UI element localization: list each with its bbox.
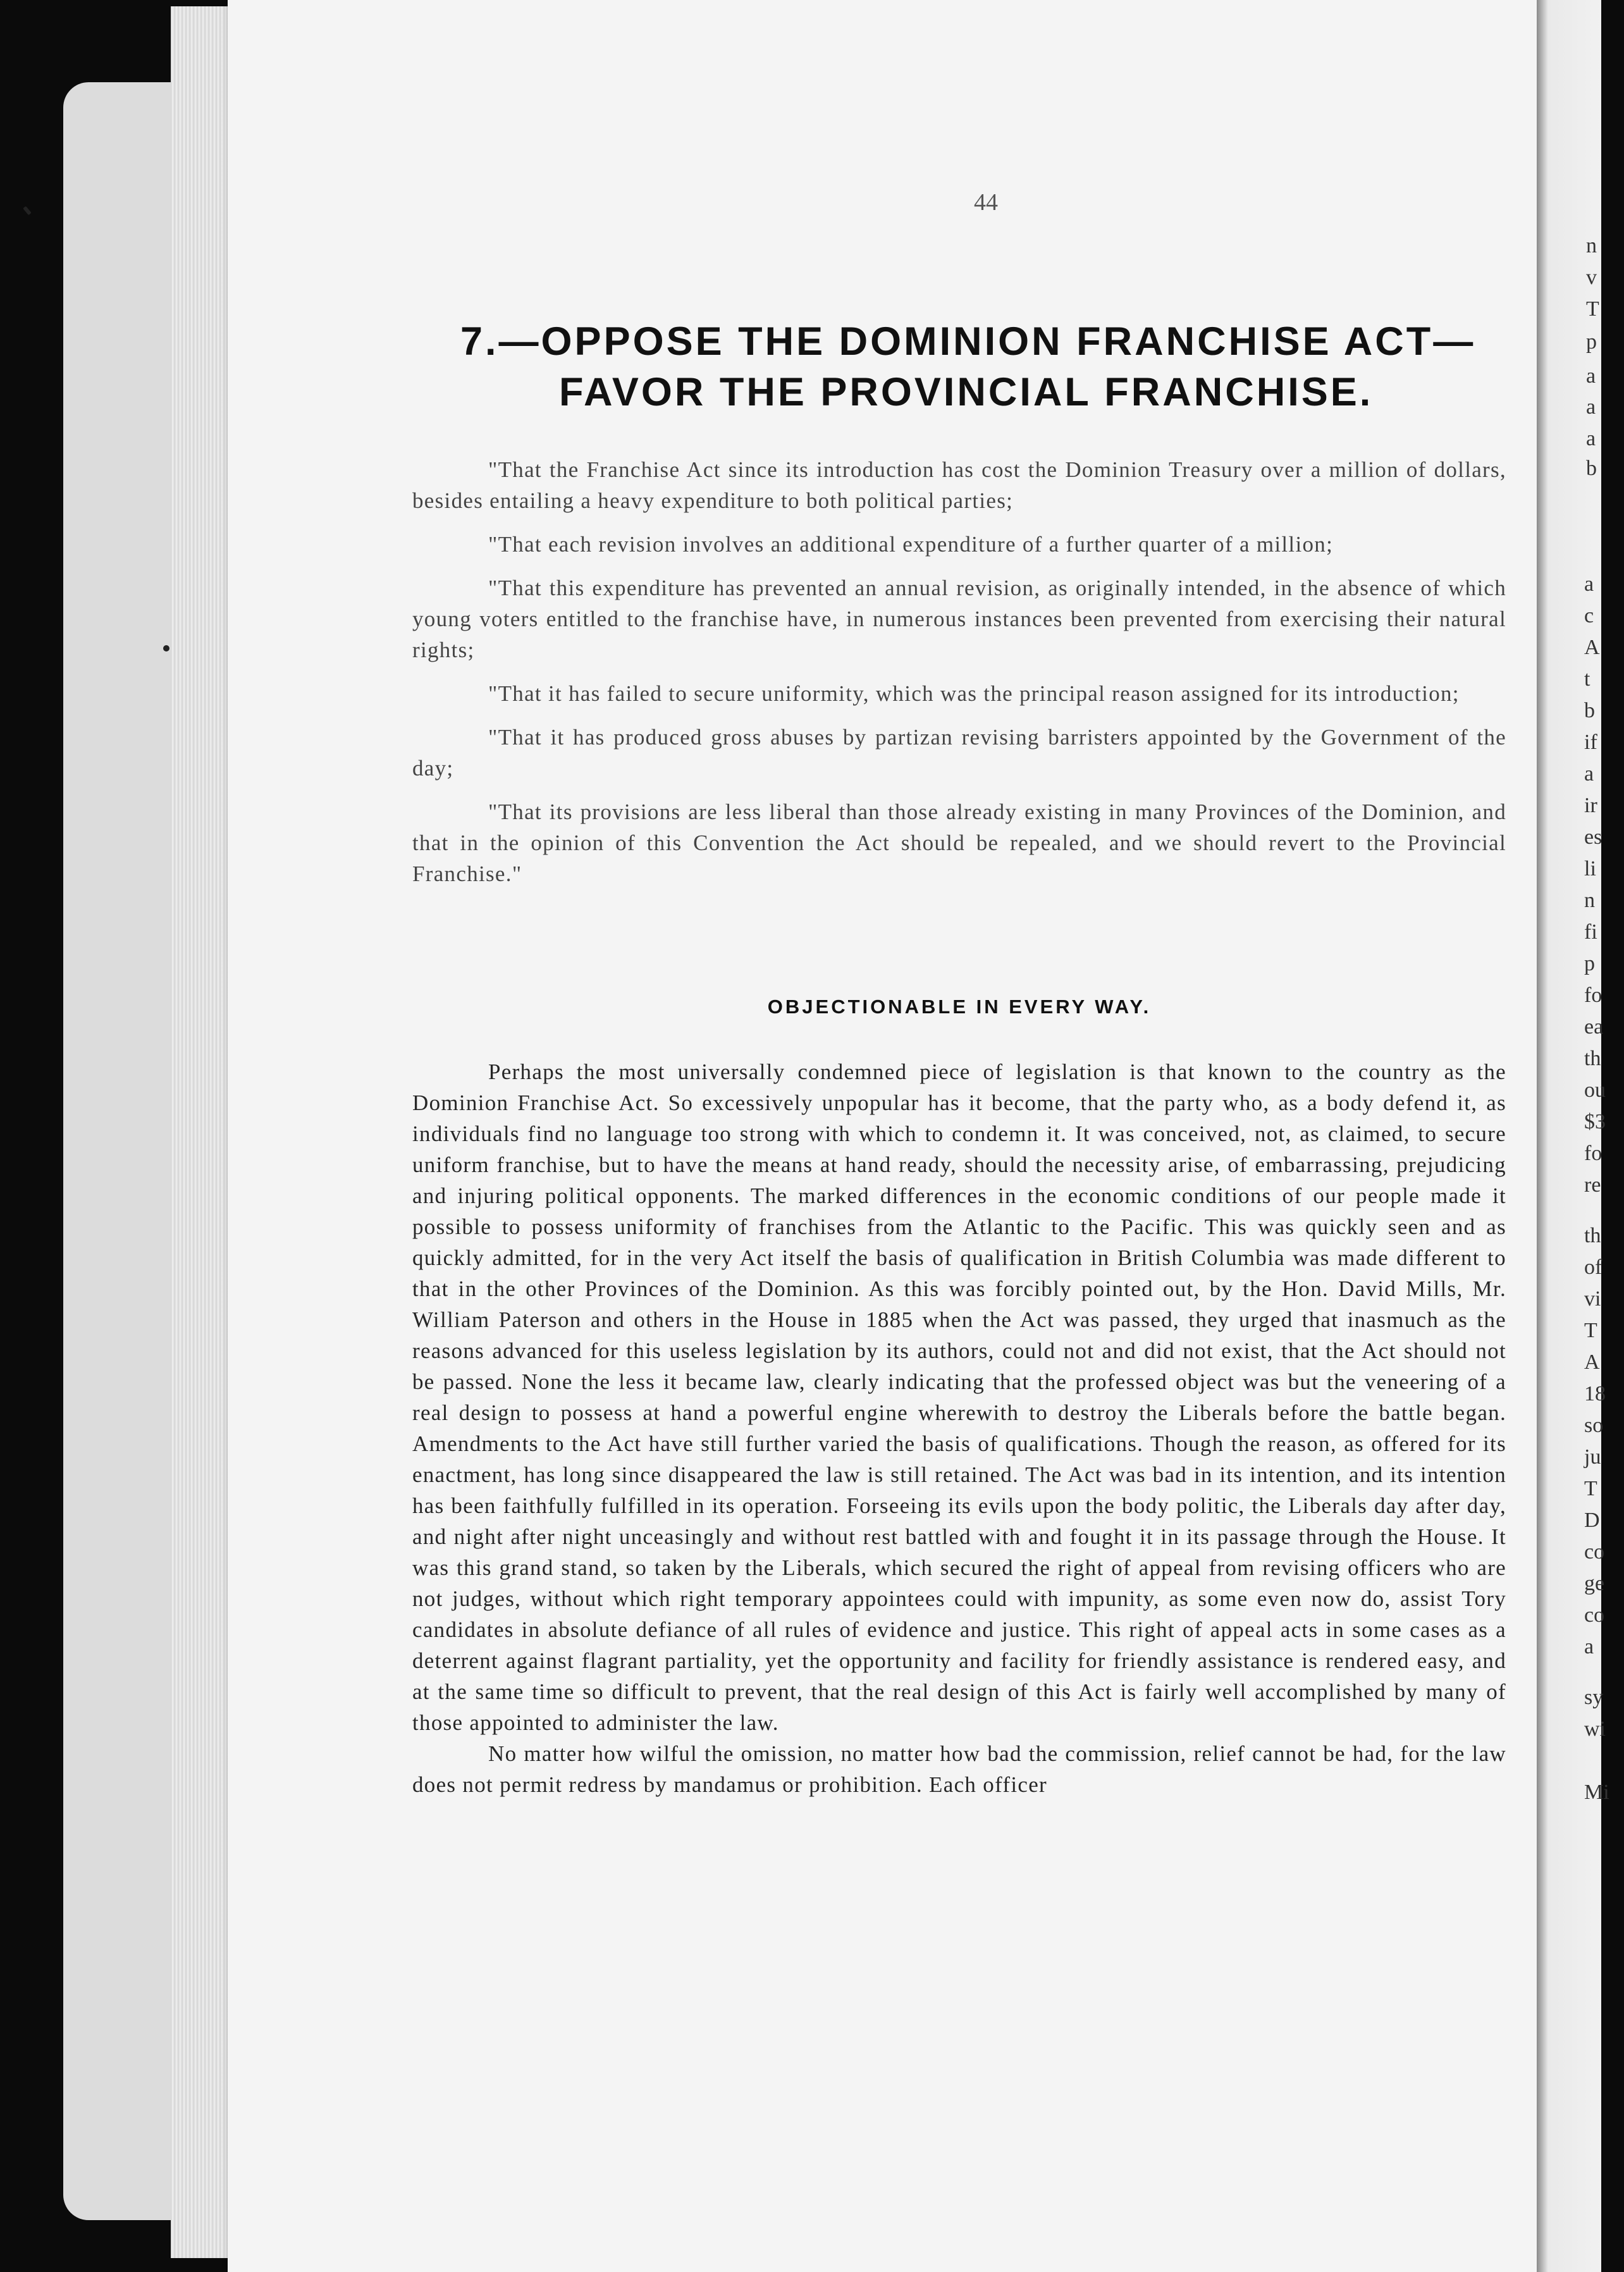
resolution-paragraph: "That this expenditure has prevented an annual revision, as originally intended, in the absence of which young voters entitled to the franchise have, in numerous instances been prevented from exercising their natural rights; xyxy=(412,576,1506,662)
scan-speck xyxy=(23,206,32,216)
adjacent-page-fragment: re xyxy=(1584,1173,1601,1197)
section-heading-line-1: 7.—OPPOSE THE DOMINION FRANCHISE ACT— xyxy=(460,319,1476,364)
body-paragraph: Perhaps the most universally condemned piece of legislation is that known to the country as the Dominion Franchise Act. So excessively unpopular has it become, that the party who, as a body defend it, as individuals find no language too strong with which to condemn it. It was conceived, not, as claimed, to secure uniform franchise, but to have the means at hand ready, should the necessity arise, of embarrassing, prejudicing and injuring political opponents. The marked differences in the economic conditions of our people made it possible to possess uniformity of franchises from the Atlantic to the Pacific. This was quickly seen and as quickly admitted, for in the very Act itself the basis of qualification in British Columbia was made different to that in the other Provinces of the Dominion. As this was forcibly pointed out, by the Hon. David Mills, Mr. William Paterson and others in the House in 1885 when the Act was passed, they urged that inasmuch as the reasons advanced for this useless legislation by its authors, could not and did not exist, that the Act should not be passed. None the less it became law, clearly indicating that the professed object was but the veneering of a real design to possess at hand a powerful engine wherewith to destroy the Liberals before the battle began. Amendments to the Act have still further varied the basis of qualifications. Though the reason, as offered for its enactment, has long since disappeared the law is still retained. The Act was bad in its intention, and its intention has been faithfully fulfilled in its operation. Forseeing its evils upon the body politic, the Liberals day after day, and night after night unceasingly and without rest battled with and fought it in its passage through the House. It was this grand stand, so taken by the Liberals, which secured the right of appeal from revising officers who are not judges, without which right temporary appointees could with impunity, as some even now do, assist Tory candidates in absolute defiance of all rules of evidence and justice. This right of appeal acts in some cases as a deterrent against flagrant partiality, yet the opportunity and facility for friendly assistance is rendered easy, and at the same time so difficult to prevent, that the real design of this Act is fairly well accomplished by many of those appointed to administer the law. xyxy=(412,1059,1506,1735)
adjacent-page-fragment: a xyxy=(1586,364,1596,388)
adjacent-page-fragment: b xyxy=(1586,457,1597,480)
adjacent-page-edge xyxy=(1537,0,1609,2272)
adjacent-page-fragment: wi xyxy=(1584,1717,1606,1741)
adjacent-page-fragment: n xyxy=(1586,234,1597,257)
adjacent-page-fragment: p xyxy=(1584,952,1595,975)
resolution-paragraph: "That each revision involves an additional expenditure of a further quarter of a million; xyxy=(488,532,1334,557)
resolution-paragraph: "That its provisions are less liberal than those already existing in many Provinces of the Dominion, and that in the opinion of this Convention the Act should be repealed, and we should revert to the Provincial Franchise." xyxy=(412,800,1506,886)
adjacent-page-fragment: sy xyxy=(1584,1686,1604,1709)
adjacent-page-fragment: of xyxy=(1584,1256,1602,1279)
adjacent-page-fragment: T xyxy=(1586,297,1599,321)
adjacent-page-fragment: fo xyxy=(1584,984,1602,1007)
adjacent-page-fragment: $3 xyxy=(1584,1110,1606,1133)
adjacent-page-fragment: a xyxy=(1584,762,1594,786)
subheading: OBJECTIONABLE IN EVERY WAY. xyxy=(767,996,1152,1018)
adjacent-page-fragment: ea xyxy=(1584,1015,1604,1039)
adjacent-page-fragment: v xyxy=(1586,266,1597,289)
adjacent-page-fragment: if xyxy=(1584,731,1597,754)
adjacent-page-fragment: fo xyxy=(1584,1142,1602,1165)
article-body xyxy=(412,1056,1506,1800)
adjacent-page-fragment: ge xyxy=(1584,1572,1605,1595)
resolution-paragraph: "That the Franchise Act since its introduction has cost the Dominion Treasury over a million of dollars, besides entailing a heavy expenditure to both political parties; xyxy=(412,457,1506,513)
adjacent-page-fragment: ou xyxy=(1584,1078,1606,1102)
adjacent-page-fragment: ir xyxy=(1584,794,1597,817)
adjacent-page-fragment: es xyxy=(1584,825,1602,849)
adjacent-page-fragment: t xyxy=(1584,667,1590,691)
section-heading-line-2: FAVOR THE PROVINCIAL FRANCHISE. xyxy=(559,370,1374,414)
adjacent-page-fragment: co xyxy=(1584,1603,1605,1627)
adjacent-page-fragment: c xyxy=(1584,604,1594,627)
adjacent-page-fragment: co xyxy=(1584,1540,1605,1564)
adjacent-page-fragment: n xyxy=(1584,889,1595,912)
adjacent-page-fragment: A xyxy=(1584,1350,1600,1374)
adjacent-page-fragment: a xyxy=(1584,1635,1594,1658)
scan-speck xyxy=(163,645,169,651)
resolution-text xyxy=(412,454,1506,902)
adjacent-page-fragment: T xyxy=(1584,1477,1597,1500)
adjacent-page-fragment: 18 xyxy=(1584,1382,1606,1405)
adjacent-page-fragment: th xyxy=(1584,1047,1601,1070)
adjacent-page-fragment: a xyxy=(1584,572,1594,596)
resolution-paragraph: "That it has produced gross abuses by partizan revising barristers appointed by the Government of the day; xyxy=(412,725,1506,781)
adjacent-page-fragment: fi xyxy=(1584,920,1597,944)
adjacent-page-fragment: D xyxy=(1584,1509,1600,1532)
adjacent-page-fragment: so xyxy=(1584,1414,1604,1437)
adjacent-page-fragment: ju xyxy=(1584,1445,1601,1469)
page-number: 44 xyxy=(974,189,998,216)
adjacent-page-fragment: a xyxy=(1586,395,1596,419)
section-heading xyxy=(411,316,1537,417)
adjacent-page-fragment: th xyxy=(1584,1224,1601,1247)
adjacent-page-fragment: vi xyxy=(1584,1287,1601,1311)
resolution-paragraph: "That it has failed to secure uniformity, which was the principal reason assigned for its introduction; xyxy=(488,681,1460,706)
adjacent-page-fragment: T xyxy=(1584,1319,1597,1342)
adjacent-page-fragment: li xyxy=(1584,857,1596,880)
adjacent-page-fragment: A xyxy=(1584,636,1600,659)
adjacent-page-fragment: a xyxy=(1586,427,1596,450)
adjacent-page-fragment: Mi xyxy=(1584,1781,1609,1804)
body-paragraph: No matter how wilful the omission, no matter how bad the commission, relief cannot be had, for the law does not permit redress by mandamus or prohibition. Each officer xyxy=(412,1741,1506,1797)
adjacent-page-fragment: b xyxy=(1584,699,1595,722)
adjacent-page-fragment: p xyxy=(1586,330,1597,354)
